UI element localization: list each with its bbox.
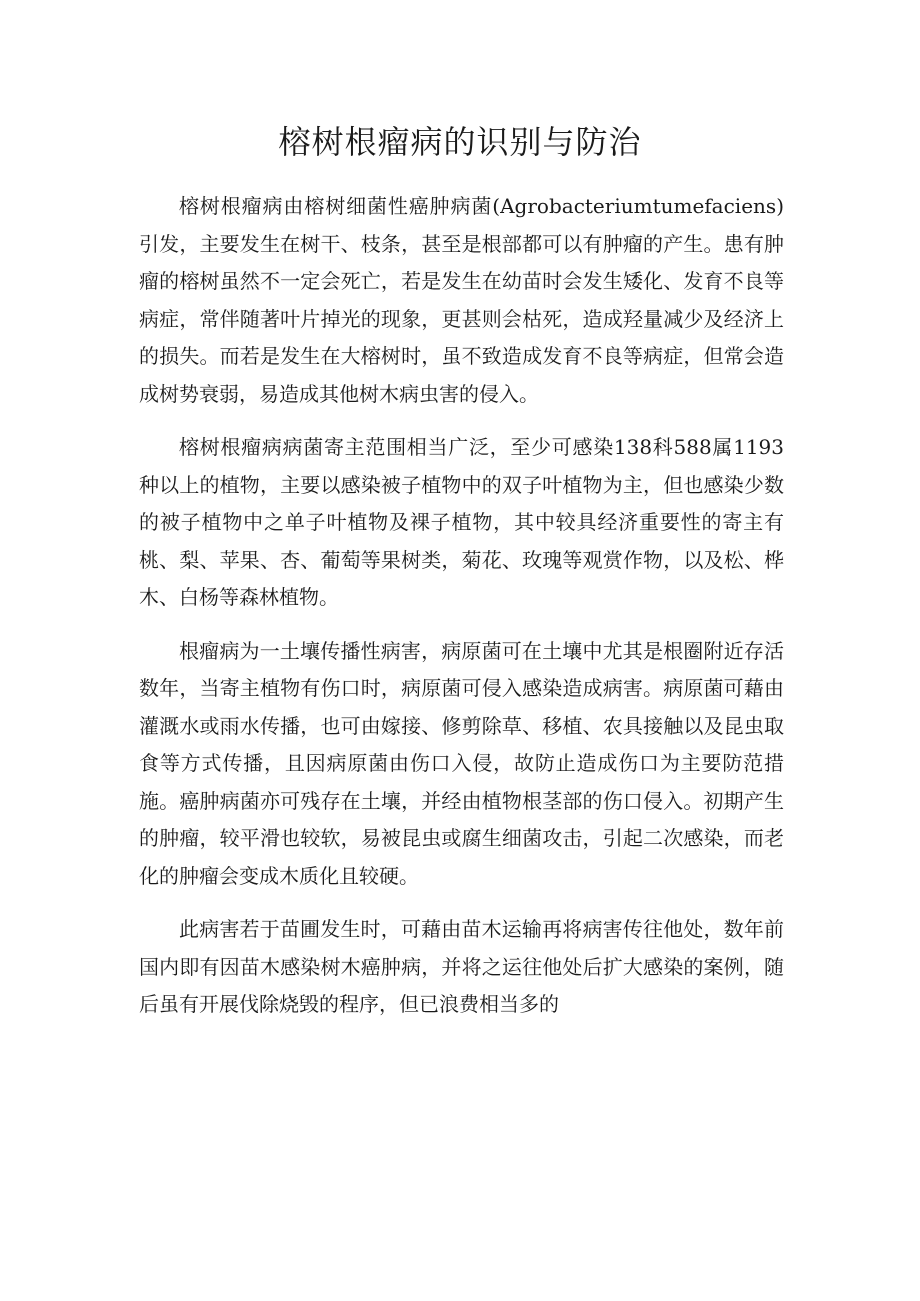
document-body (139, 188, 784, 1040)
paragraph: 根瘤病为一土壤传播性病害，病原菌可在土壤中尤其是根圈附近存活数年，当寄主植物有伤口时，病原菌可侵入感染造成病害。病原菌可藉由灌溉水或雨水传播，也可由嫁接、修剪除草、移植、农具接触以及昆虫取食等方式传播，且因病原菌由伤口入侵，故防止造成伤口为主要防范措施。癌肿病菌亦可残存在土壤，并经由植物根茎部的伤口侵入。初期产生的肿瘤，较平滑也较软，易被昆虫或腐生细菌攻击，引起二次感染，而老化的肿瘤会变成木质化且较硬。 (139, 638, 784, 888)
document-title: 榕树根瘤病的识别与防治 (278, 123, 642, 161)
paragraph: 榕树根瘤病病菌寄主范围相当广泛，至少可感染138科588属1193种以上的植物，主要以感染被子植物中的双子叶植物为主，但也感染少数的被子植物中之单子叶植物及裸子植物，其中较具经济重要性的寄主有桃、梨、苹果、杏、葡萄等果树类，菊花、玫瑰等观赏作物，以及松、桦木、白杨等森林植物。 (139, 435, 784, 609)
paragraph: 此病害若于苗圃发生时，可藉由苗木运输再将病害传往他处，数年前国内即有因苗木感染树木癌肿病，并将之运往他处后扩大感染的案例，随后虽有开展伐除烧毁的程序，但已浪费相当多的 (139, 917, 784, 1016)
paragraph: 榕树根瘤病由榕树细菌性癌肿病菌(Agrobacteriumtumefaciens)引发，主要发生在树干、枝条，甚至是根部都可以有肿瘤的产生。患有肿瘤的榕树虽然不一定会死亡，若是发生在幼苗时会发生矮化、发育不良等病症，常伴随著叶片掉光的现象，更甚则会枯死，造成羟量减少及经济上的损失。而若是发生在大榕树时，虽不致造成发育不良等病症，但常会造成树势衰弱，易造成其他树木病虫害的侵入。 (139, 194, 784, 406)
